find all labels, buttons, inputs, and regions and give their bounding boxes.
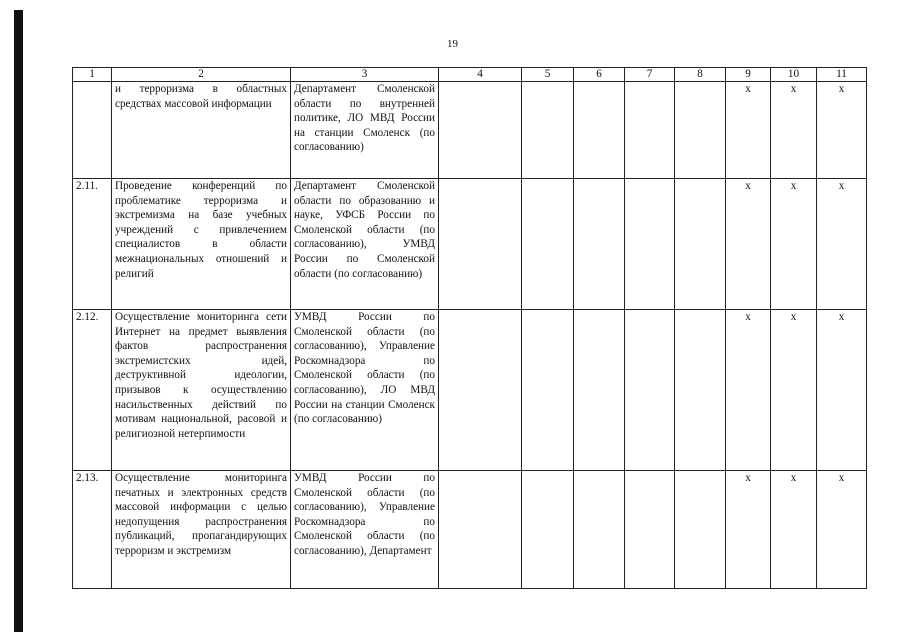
empty-cell [522,471,574,589]
empty-cell [439,471,522,589]
table-row [73,471,867,589]
item-number: 2.13. [73,471,112,589]
column-header: 2 [112,68,291,82]
column-header: 6 [574,68,625,82]
mark-col-10: x [771,179,817,310]
empty-cell [574,82,625,179]
empty-cell [574,310,625,471]
plan-table [72,67,867,589]
mark-col-11: x [817,179,867,310]
event-description: Осуществление мониторинга печатных и электронных средств массовой информации с целью недопущения распространения публикаций, пропагандирующих терроризм и экстремизм [112,471,291,589]
column-header: 8 [675,68,726,82]
empty-cell [522,82,574,179]
empty-cell [439,179,522,310]
table-row [73,82,867,179]
mark-col-9: x [726,471,771,589]
column-header: 9 [726,68,771,82]
empty-cell [574,471,625,589]
table-header-row [73,68,867,82]
event-description: Осуществление мониторинга сети Интернет на предмет выявления фактов распространения экстремистских идей, деструктивной идеологии, призывов к осуществлению насильственных действий по мотивам национальной, расовой и религиозной нетерпимости [112,310,291,471]
column-header: 5 [522,68,574,82]
page-number: 19 [447,38,458,50]
empty-cell [675,471,726,589]
event-description: и терроризма в областных средствах массовой информации [112,82,291,179]
mark-col-10: x [771,310,817,471]
column-header: 7 [625,68,675,82]
mark-col-11: x [817,310,867,471]
executor: Департамент Смоленской области по внутренней политике, ЛО МВД России на станции Смоленск (по согласованию) [291,82,439,179]
column-header: 4 [439,68,522,82]
empty-cell [675,310,726,471]
mark-col-11: x [817,82,867,179]
empty-cell [522,179,574,310]
executor: УМВД России по Смоленской области (по согласованию), Управление Роскомнадзора по Смоленской области (по согласованию), ЛО МВД России на станции Смоленск (по согласованию) [291,310,439,471]
mark-col-9: x [726,310,771,471]
executor: УМВД России по Смоленской области (по согласованию), Управление Роскомнадзора по Смоленской области (по согласованию), Департамент [291,471,439,589]
mark-col-10: x [771,82,817,179]
mark-col-11: x [817,471,867,589]
empty-cell [675,82,726,179]
item-number [73,82,112,179]
column-header: 11 [817,68,867,82]
empty-cell [675,179,726,310]
executor: Департамент Смоленской области по образованию и науке, УФСБ России по Смоленской области (по согласованию), УМВД России по Смоленской области (по согласованию) [291,179,439,310]
empty-cell [625,179,675,310]
empty-cell [439,82,522,179]
event-description: Проведение конференций по проблематике терроризма и экстремизма на базе учебных учреждений с привлечением специалистов в области межнациональных отношений и религий [112,179,291,310]
mark-col-9: x [726,179,771,310]
scan-edge-bar [14,10,23,632]
empty-cell [625,82,675,179]
item-number: 2.11. [73,179,112,310]
empty-cell [625,471,675,589]
empty-cell [522,310,574,471]
mark-col-10: x [771,471,817,589]
item-number: 2.12. [73,310,112,471]
empty-cell [574,179,625,310]
column-header: 3 [291,68,439,82]
table-row [73,310,867,471]
column-header: 10 [771,68,817,82]
mark-col-9: x [726,82,771,179]
empty-cell [625,310,675,471]
empty-cell [439,310,522,471]
column-header: 1 [73,68,112,82]
table-row [73,179,867,310]
